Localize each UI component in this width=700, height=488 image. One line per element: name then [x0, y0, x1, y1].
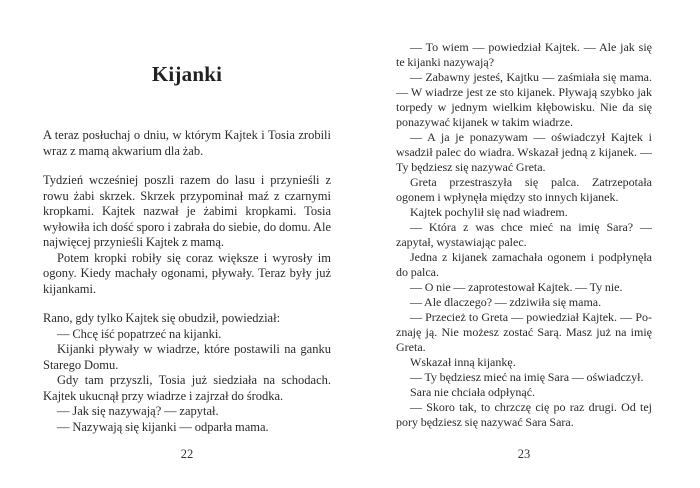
paragraph: Wskazał inną kijankę.	[410, 355, 516, 369]
paragraph: — Jak się nazywają? — zapytał.	[57, 404, 219, 418]
paragraph: — Skoro tak, to chrzczę cię po raz drugi. Od tej pory będziesz się nazywać Sara Sara.	[396, 400, 652, 429]
paragraph: — Która z was chce mieć na imię Sara? — zapytał, wystawiając palec.	[396, 220, 652, 249]
text-block-group	[43, 173, 331, 297]
paragraph: — Zabawny jesteś, Kajtku — zaśmiała się mama. — W wiadrze jest ze sto kijanek. Pływają szybko jak torpedy w jednym wielkim kłębowisku. Nie da się ponazywać kijanek w takim wiadrze.	[396, 70, 652, 129]
paragraph: Sara nie chciała odpłynąć.	[410, 385, 536, 399]
book-page-left	[43, 0, 331, 488]
page-number-left: 22	[180, 447, 194, 461]
paragraph: Gdy tam przyszli, Tosia już siedziała na schodach. Kajtek ukucnął przy wiadrze i zajrzał do środka.	[43, 373, 331, 403]
paragraph: — Ale dlaczego? — zdziwiła się mama.	[410, 295, 602, 309]
page-number-right: 23	[517, 447, 531, 461]
paragraph: A teraz posłuchaj o dniu, w którym Kajtek i Tosia zrobili wraz z mamą akwarium dla żab.	[43, 128, 331, 158]
book-page-right	[396, 0, 652, 488]
paragraph: — Ty będziesz mieć na imię Sara — oświadczył.	[410, 370, 644, 384]
paragraph: — A ja je ponazywam — oświadczył Kajtek i wsadził palec do wiadra. Wskazał jedną z kijanek. — Ty będziesz się nazywać Greta.	[396, 130, 652, 174]
left-page-text	[43, 128, 331, 435]
paragraph: — O nie — zaprotestował Kajtek. — Ty nie.	[410, 280, 623, 294]
paragraph: — Nazywają się kijanki — odparła mama.	[57, 419, 269, 434]
paragraph: Greta przestraszyła się palca. Zatrzepotała ogonem i wpłynęła między sto innych kijanek.	[396, 175, 652, 204]
paragraph: Kijanki pływały w wiadrze, które postawili na ganku Starego Domu.	[43, 342, 331, 372]
paragraph: Rano, gdy tylko Kajtek się obudził, powiedział:	[43, 311, 281, 325]
text-block-group	[396, 40, 652, 430]
paragraph: — To wiem — powiedział Kajtek. — Ale jak się te kijanki nazywają?	[396, 40, 652, 69]
right-page-text	[396, 40, 652, 430]
paragraph: Potem kropki robiły się coraz większe i wyrosły im ogony. Kiedy machały ogonami, pływały. Teraz były już kijankami.	[43, 250, 331, 296]
paragraph: Jedna z kijanek zamachała ogonem i podpłynęła do palca.	[396, 250, 652, 279]
text-block-group	[43, 128, 331, 159]
paragraph: Tydzień wcześniej poszli razem do lasu i przynieśli z rowu żabi skrzek. Skrzek przypominał maź z czarnymi kropkami. Kajtek nazwał je żabimi kropkami. Tosia wyłowiła ich dość sporo i zabrała do siebie, do domu. Ale najwięcej przynieśli Kajtek z mamą.	[43, 173, 331, 249]
paragraph: Kajtek pochylił się nad wiadrem.	[410, 205, 568, 219]
text-block-group	[43, 311, 331, 435]
paragraph: — Przecież to Greta — powiedział Kajtek. — Poznaję ją. Nie możesz zostać Sarą. Masz już na imię Greta.	[396, 310, 652, 354]
paragraph: — Chcę iść popatrzeć na kijanki.	[57, 326, 222, 341]
chapter-title: Kijanki	[151, 62, 223, 86]
